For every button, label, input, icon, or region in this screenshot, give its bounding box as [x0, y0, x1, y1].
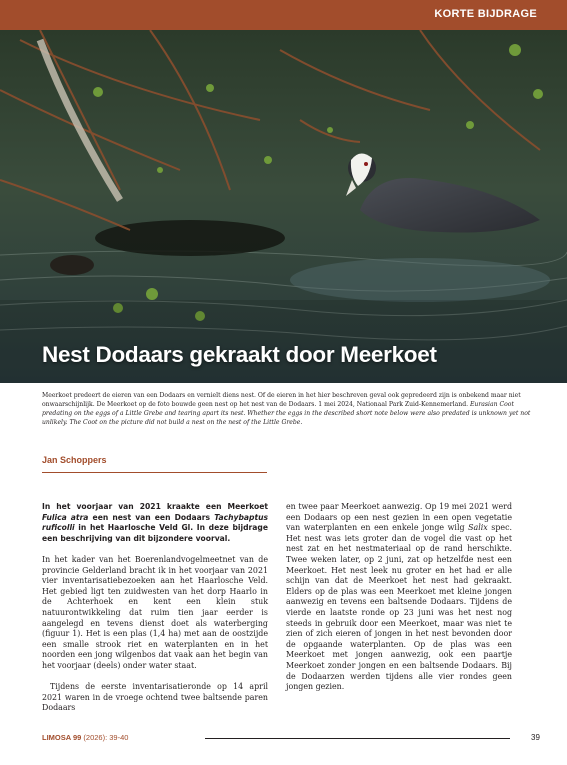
intro-text: In het voorjaar van 2021 kraakte een Meerkoet: [42, 502, 268, 511]
photo-caption: [42, 391, 532, 427]
intro-text: in het Haarlosche Veld Gl. In deze bijdrage een beschrijving van dit bijzondere voorval.: [42, 523, 268, 543]
section-tag: KORTE BIJDRAGE: [434, 8, 537, 20]
header-bar: [0, 0, 567, 30]
author-name: Jan Schoppers: [42, 455, 107, 465]
author-divider: [42, 472, 267, 473]
body-paragraph: In het kader van het Boerenlandvogelmeetnet van de provincie Gelderland bracht ik in het voorjaar van 2021 vier inventarisatiebezoeken aan het Haarlosche Veld. Het gebied ligt ten zuidwesten van het dorp Haarlo in de Achterhoek en kent een klein stuk natuurontwikkeling dat ruim tien jaar eerder is aangelegd en tevens dienst doet als waterberging (figuur 1). Het is een plas (1,4 ha) met aan de oostzijde een smalle strook riet en waterplanten en in het noorden een jong wilgenbos dat vaak aan het begin van het voorjaar (deels) onder water staat.: [42, 554, 268, 670]
body-paragraph: Tijdens de eerste inventarisatieronde op 14 april 2021 waren in de vroege ochtend twee baltsende paren Dodaars: [42, 682, 268, 713]
body-paragraph: [286, 502, 512, 693]
journal-name: LIMOSA 99: [42, 733, 82, 742]
body-column-left: [42, 502, 268, 714]
page-number: 39: [531, 733, 540, 742]
photo-illustration: [0, 30, 567, 383]
species-name: Fulica atra: [42, 512, 89, 522]
caption-dutch: Meerkoet predeert de eieren van een Dodaars en vernielt diens nest. Of de eieren in het hier beschreven geval ook gepredeerd zijn is onbekend maar niet onwaarschijnlijk. De Meerkoet op de foto bouwde geen nest op het nest van de Dodaars. 1 mei 2024, Nationaal Park Zuid-Kennemerland.: [42, 392, 521, 408]
footer-divider: [205, 738, 510, 739]
journal-citation: [42, 733, 128, 742]
species-name: Tachybaptus ruficolli: [42, 512, 268, 533]
body-text: en twee paar Meerkoet aanwezig. Op 19 mei 2021 werd een Dodaars op een nest gezien in een open vegetatie van waterplanten en een enkele jonge wilg: [286, 502, 512, 533]
article-title: Nest Dodaars gekraakt door Meerkoet: [42, 342, 437, 367]
body-text: spec. Het nest was iets groter dan de vogel die vast op het nest zat en het nestmateriaal op de rand herschikte. Twee weken later, op 2 juni, zat op hetzelfde nest een Meerkoet. Het nest leek nu groter en het had er alle schijn van dat de Meerkoet het nest had gekraakt. Elders op de plas was een Meerkoet met kleine jongen aanwezig en tevens een baltsende Dodaars. Tijdens de vierde en laatste ronde op 23 juni was het nest nog steeds in gebruik door een Meerkoet, maar was niet te zien of zich eieren of jongen in het nest bevonden door de opgaande waterplanten. Op de plas was een Meerkoet met jongen aanwezig, ook een paartje Meerkoet zonder jongen en een baltsende Dodaars. Bij de Dodaarzen werden tijdens alle vier rondes geen jongen gezien.: [286, 523, 512, 692]
coot-on-nest-photo: [0, 30, 567, 383]
caption-english: Eurasian Coot predating on the eggs of a Little Grebe and tearing apart its nest. Whether the eggs in the described short note below were also predated is unknown yet not unlikely. The Coot on the picture did not build a nest on the nest of the Little Grebe.: [42, 401, 531, 426]
body-column-right: [286, 502, 512, 703]
intro-paragraph: [42, 502, 268, 544]
genus-name: Salix: [468, 523, 488, 533]
journal-issue: (2026): 39-40: [81, 733, 129, 742]
intro-text: een nest van een Dodaars: [88, 512, 215, 522]
